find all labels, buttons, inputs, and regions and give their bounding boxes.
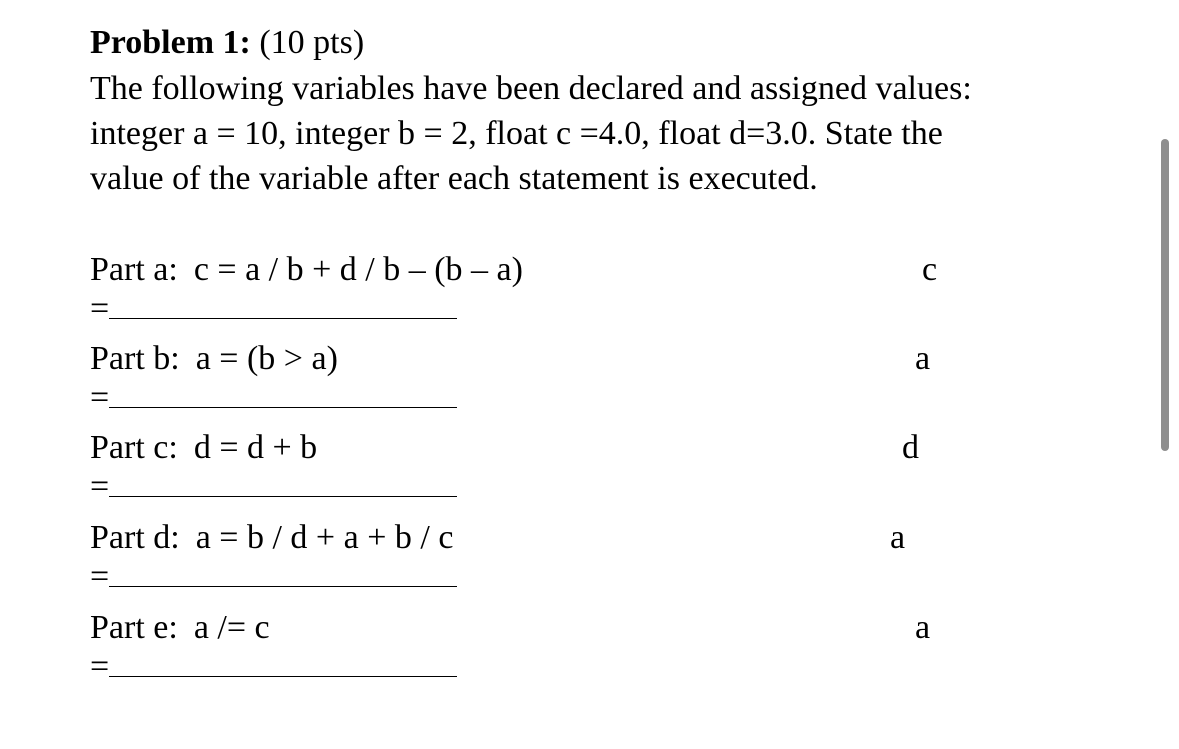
part-c-label: Part c: <box>90 429 178 466</box>
part-e <box>90 608 1130 698</box>
part-c-variable: d <box>902 429 919 466</box>
part-b-statement-line <box>90 339 338 379</box>
problem-points: (10 pts) <box>259 24 365 61</box>
part-c-equals: = <box>90 468 110 505</box>
part-b <box>90 339 1130 429</box>
problem-document <box>90 20 1130 201</box>
part-a-answer-line <box>90 292 457 326</box>
problem-heading <box>90 20 1130 66</box>
part-e-equals: = <box>90 648 110 685</box>
part-c <box>90 428 1130 518</box>
part-e-answer-blank[interactable] <box>109 654 457 677</box>
part-b-variable: a <box>915 340 931 377</box>
part-d-variable: a <box>890 519 906 556</box>
part-d-answer-blank[interactable] <box>109 564 457 587</box>
part-d-equals: = <box>90 558 110 595</box>
intro-line: value of the variable after each statement is executed. <box>90 160 818 197</box>
part-e-statement: a /= c <box>193 609 270 646</box>
part-d-statement: a = b / d + a + b / c <box>195 519 454 556</box>
part-a-equals: = <box>90 290 110 327</box>
part-a-statement-line <box>90 250 523 290</box>
part-b-answer-line <box>90 381 457 415</box>
part-e-label: Part e: <box>90 609 178 646</box>
part-c-answer-blank[interactable] <box>109 474 457 497</box>
part-a-variable: c <box>922 251 938 288</box>
part-e-variable: a <box>915 609 931 646</box>
part-b-equals: = <box>90 379 110 416</box>
intro-line: The following variables have been declared and assigned values: <box>90 70 972 107</box>
problem-title: Problem 1: <box>90 24 251 61</box>
part-e-answer-line <box>90 650 457 684</box>
part-a-label: Part a: <box>90 251 178 288</box>
vertical-scrollbar[interactable] <box>1161 139 1169 451</box>
part-d-label: Part d: <box>90 519 180 556</box>
part-a-statement: c = a / b + d / b – (b – a) <box>193 251 523 288</box>
part-c-answer-line <box>90 470 457 504</box>
problem-intro <box>90 66 1100 201</box>
part-c-statement: d = d + b <box>193 429 318 466</box>
part-e-statement-line <box>90 608 270 648</box>
part-d-statement-line <box>90 518 453 558</box>
part-b-answer-blank[interactable] <box>109 385 457 408</box>
part-b-label: Part b: <box>90 340 180 377</box>
part-c-statement-line <box>90 428 317 468</box>
part-d <box>90 518 1130 608</box>
part-d-answer-line <box>90 560 457 594</box>
part-a-answer-blank[interactable] <box>109 296 457 319</box>
part-a <box>90 250 1130 340</box>
intro-line: integer a = 10, integer b = 2, float c =4.0, float d=3.0. State the <box>90 115 943 152</box>
part-b-statement: a = (b > a) <box>195 340 338 377</box>
